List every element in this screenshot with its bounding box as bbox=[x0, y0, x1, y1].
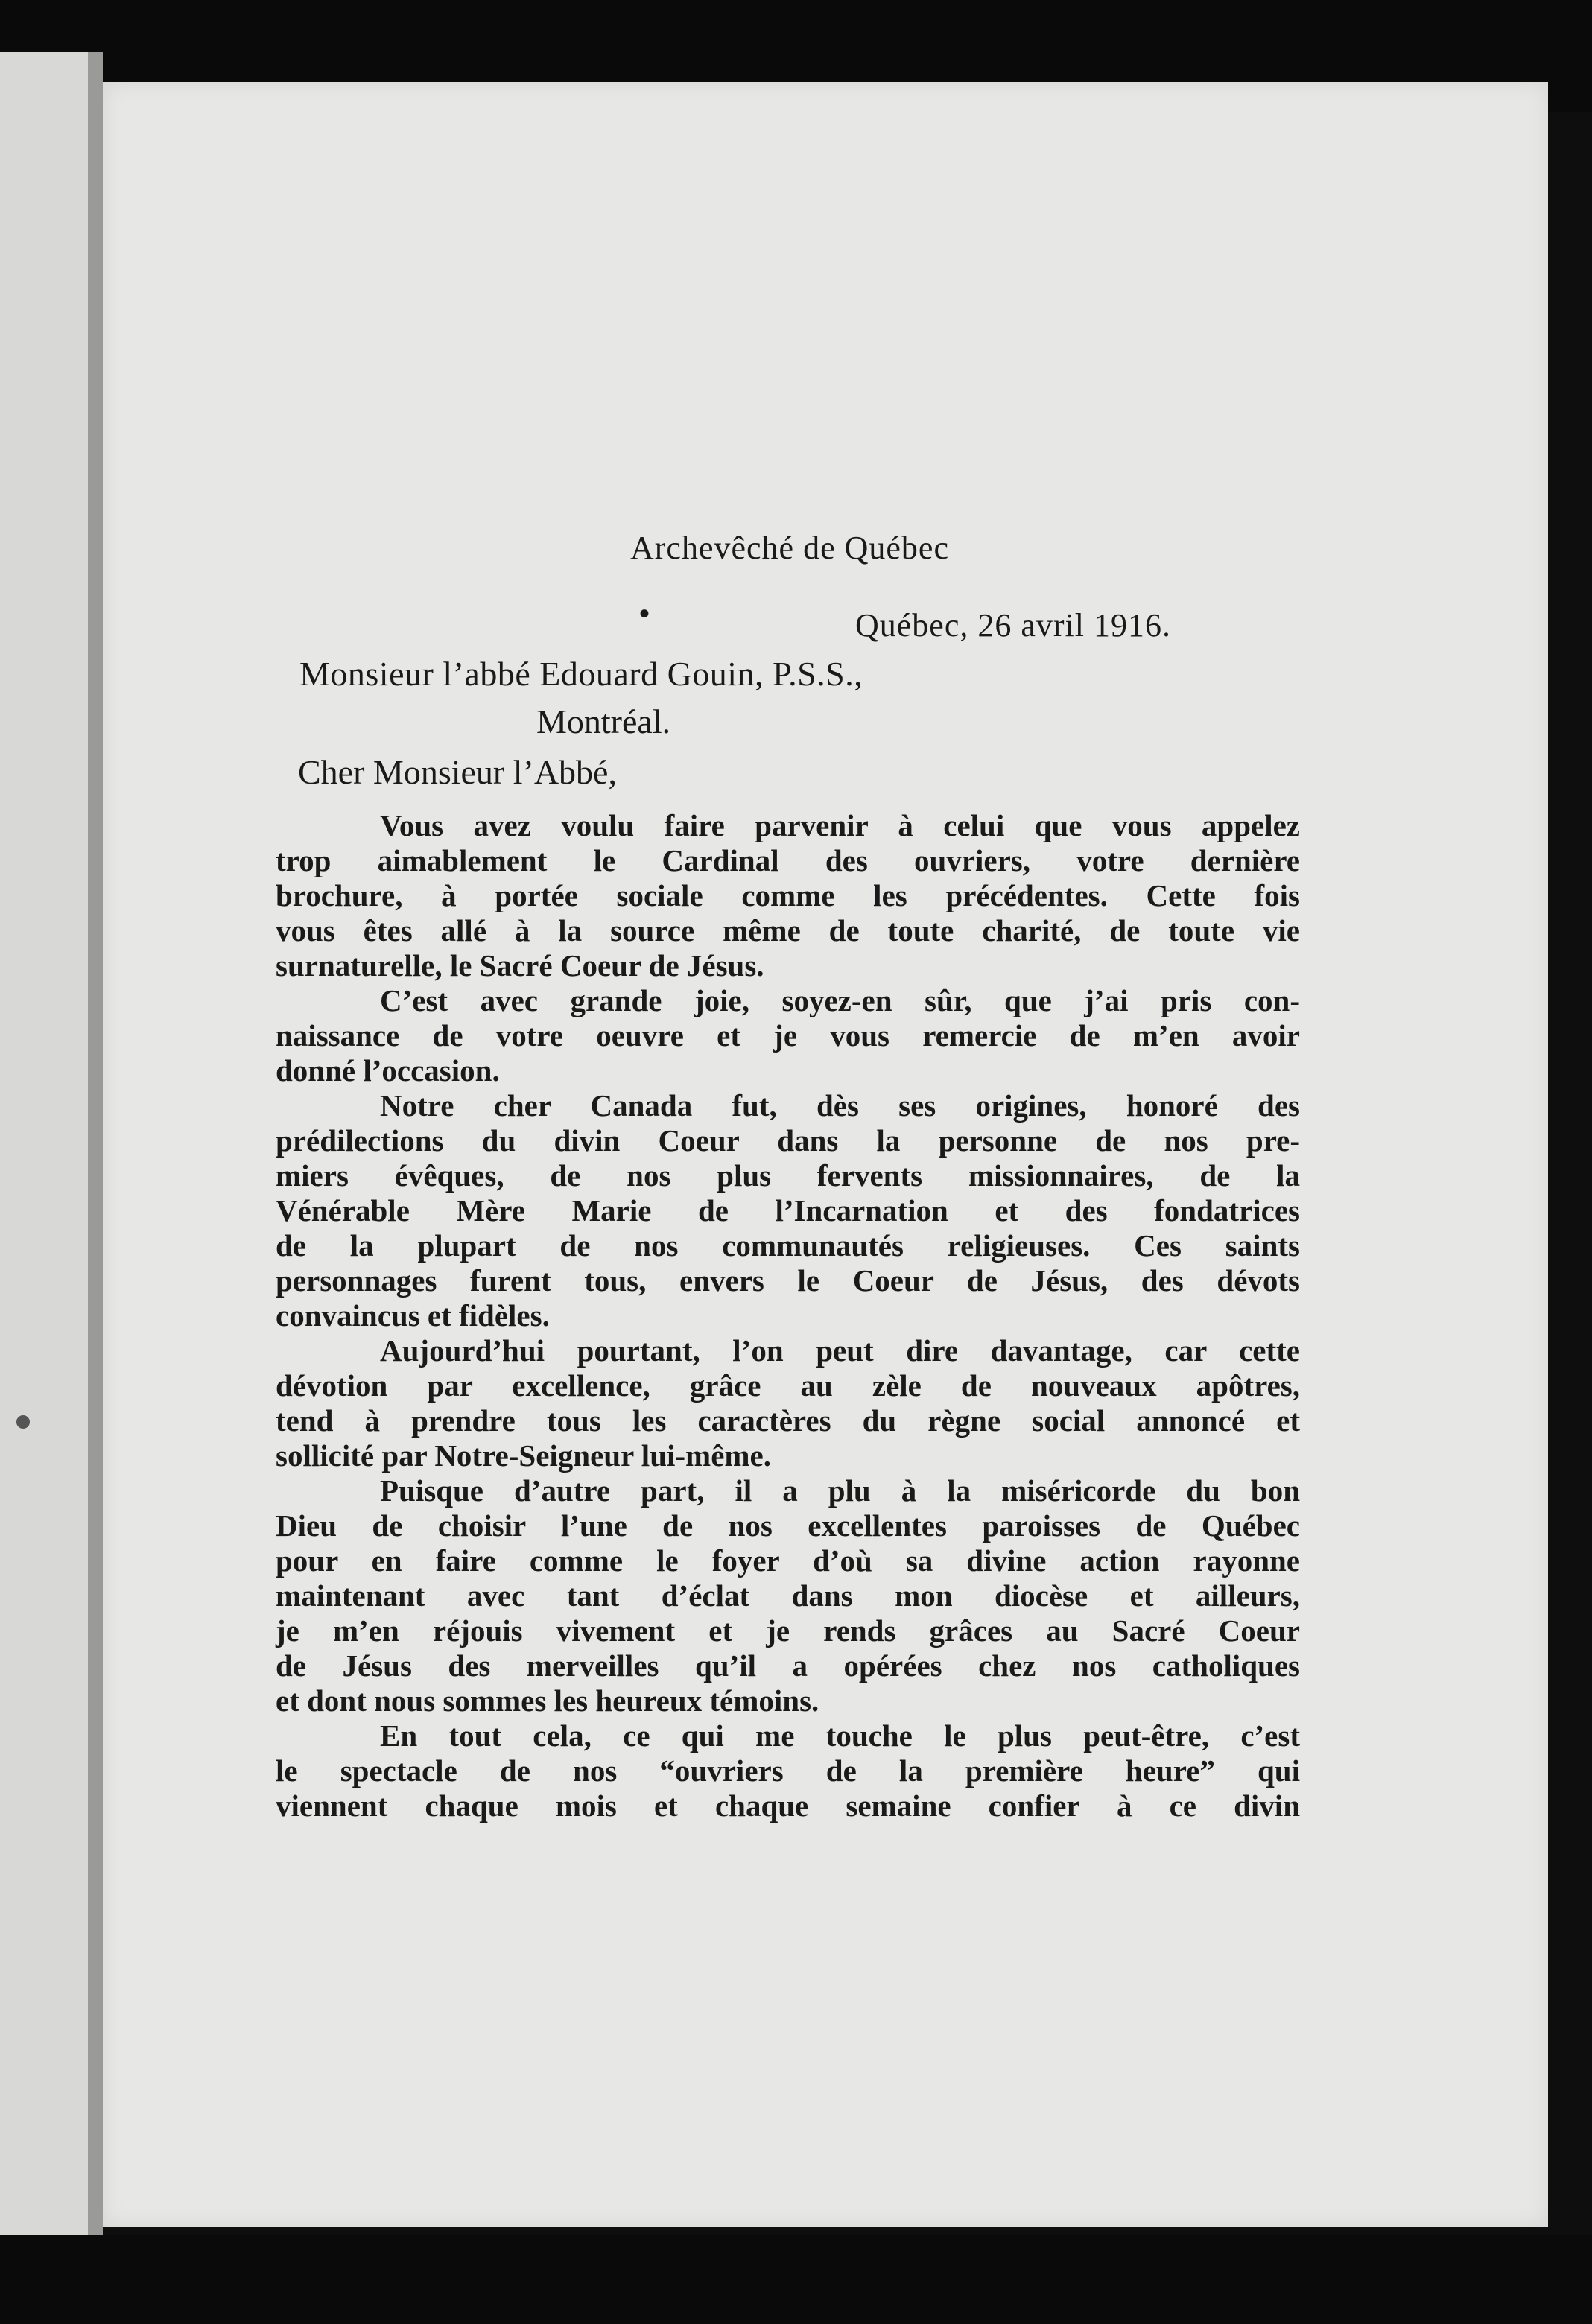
paragraph bbox=[276, 983, 1300, 1088]
addressee-name: Monsieur l’abbé Edouard Gouin, P.S.S., bbox=[299, 655, 863, 693]
text-line: de la plupart de nos communautés religieuses. Ces saints bbox=[276, 1228, 1300, 1263]
letterhead-institution: Archevêché de Québec bbox=[630, 530, 949, 566]
text-line: prédilections du divin Coeur dans la personne de nos pre- bbox=[276, 1123, 1300, 1158]
text-line: sollicité par Notre-Seigneur lui-même. bbox=[276, 1438, 771, 1473]
text-line: maintenant avec tant d’éclat dans mon diocèse et ailleurs, bbox=[276, 1578, 1300, 1613]
addressee-city: Montréal. bbox=[536, 702, 671, 740]
text-line: tend à prendre tous les caractères du règne social annoncé et bbox=[276, 1403, 1300, 1438]
text-line: C’est avec grande joie, soyez-en sûr, que j’ai pris con- bbox=[380, 983, 1300, 1017]
text-line: trop aimablement le Cardinal des ouvriers, votre dernière bbox=[276, 843, 1300, 877]
letter-body bbox=[276, 808, 1300, 1823]
page-gutter-shadow bbox=[88, 52, 103, 2235]
text-line: et dont nous sommes les heureux témoins. bbox=[276, 1683, 819, 1718]
text-line: Notre cher Canada fut, dès ses origines, honoré des bbox=[380, 1088, 1300, 1123]
text-line: de Jésus des merveilles qu’il a opérées chez nos catholiques bbox=[276, 1648, 1300, 1683]
text-line: le spectacle de nos “ouvriers de la première heure” qui bbox=[276, 1753, 1300, 1788]
paragraph bbox=[276, 1333, 1300, 1473]
salutation: Cher Monsieur l’Abbé, bbox=[298, 753, 617, 791]
text-line: personnages furent tous, envers le Coeur de Jésus, des dévots bbox=[276, 1263, 1300, 1298]
text-line: miers évêques, de nos plus fervents missionnaires, de la bbox=[276, 1158, 1300, 1193]
print-mark: • bbox=[639, 597, 650, 630]
paragraph bbox=[276, 1473, 1300, 1718]
text-line: Aujourd’hui pourtant, l’on peut dire davantage, car cette bbox=[380, 1333, 1300, 1368]
text-line: Dieu de choisir l’une de nos excellentes paroisses de Québec bbox=[276, 1508, 1300, 1543]
text-line: donné l’occasion. bbox=[276, 1053, 500, 1088]
paragraph bbox=[276, 1718, 1300, 1823]
text-line: Vous avez voulu faire parvenir à celui que vous appelez bbox=[380, 808, 1300, 842]
text-line: naissance de votre oeuvre et je vous remercie de m’en avoir bbox=[276, 1018, 1300, 1053]
letter-date: Québec, 26 avril 1916. bbox=[855, 607, 1171, 644]
text-line: je m’en réjouis vivement et je rends grâces au Sacré Coeur bbox=[276, 1613, 1300, 1648]
text-line: En tout cela, ce qui me touche le plus peut-être, c’est bbox=[380, 1718, 1300, 1753]
paragraph bbox=[276, 808, 1300, 983]
text-line: viennent chaque mois et chaque semaine confier à ce divin bbox=[276, 1788, 1300, 1823]
text-line: vous êtes allé à la source même de toute charité, de toute vie bbox=[276, 913, 1300, 947]
text-line: surnaturelle, le Sacré Coeur de Jésus. bbox=[276, 948, 764, 982]
text-line: Puisque d’autre part, il a plu à la miséricorde du bon bbox=[380, 1473, 1300, 1508]
paragraph bbox=[276, 1088, 1300, 1333]
text-line: brochure, à portée sociale comme les précédentes. Cette fois bbox=[276, 878, 1300, 912]
text-line: pour en faire comme le foyer d’où sa divine action rayonne bbox=[276, 1543, 1300, 1578]
text-line: convaincus et fidèles. bbox=[276, 1298, 550, 1333]
scan-bottom-border bbox=[0, 2235, 1592, 2324]
text-line: Vénérable Mère Marie de l’Incarnation et des fondatrices bbox=[276, 1193, 1300, 1228]
facing-page-edge bbox=[0, 52, 101, 2235]
text-line: dévotion par excellence, grâce au zèle de nouveaux apôtres, bbox=[276, 1368, 1300, 1403]
scan-blemish bbox=[16, 1415, 30, 1429]
